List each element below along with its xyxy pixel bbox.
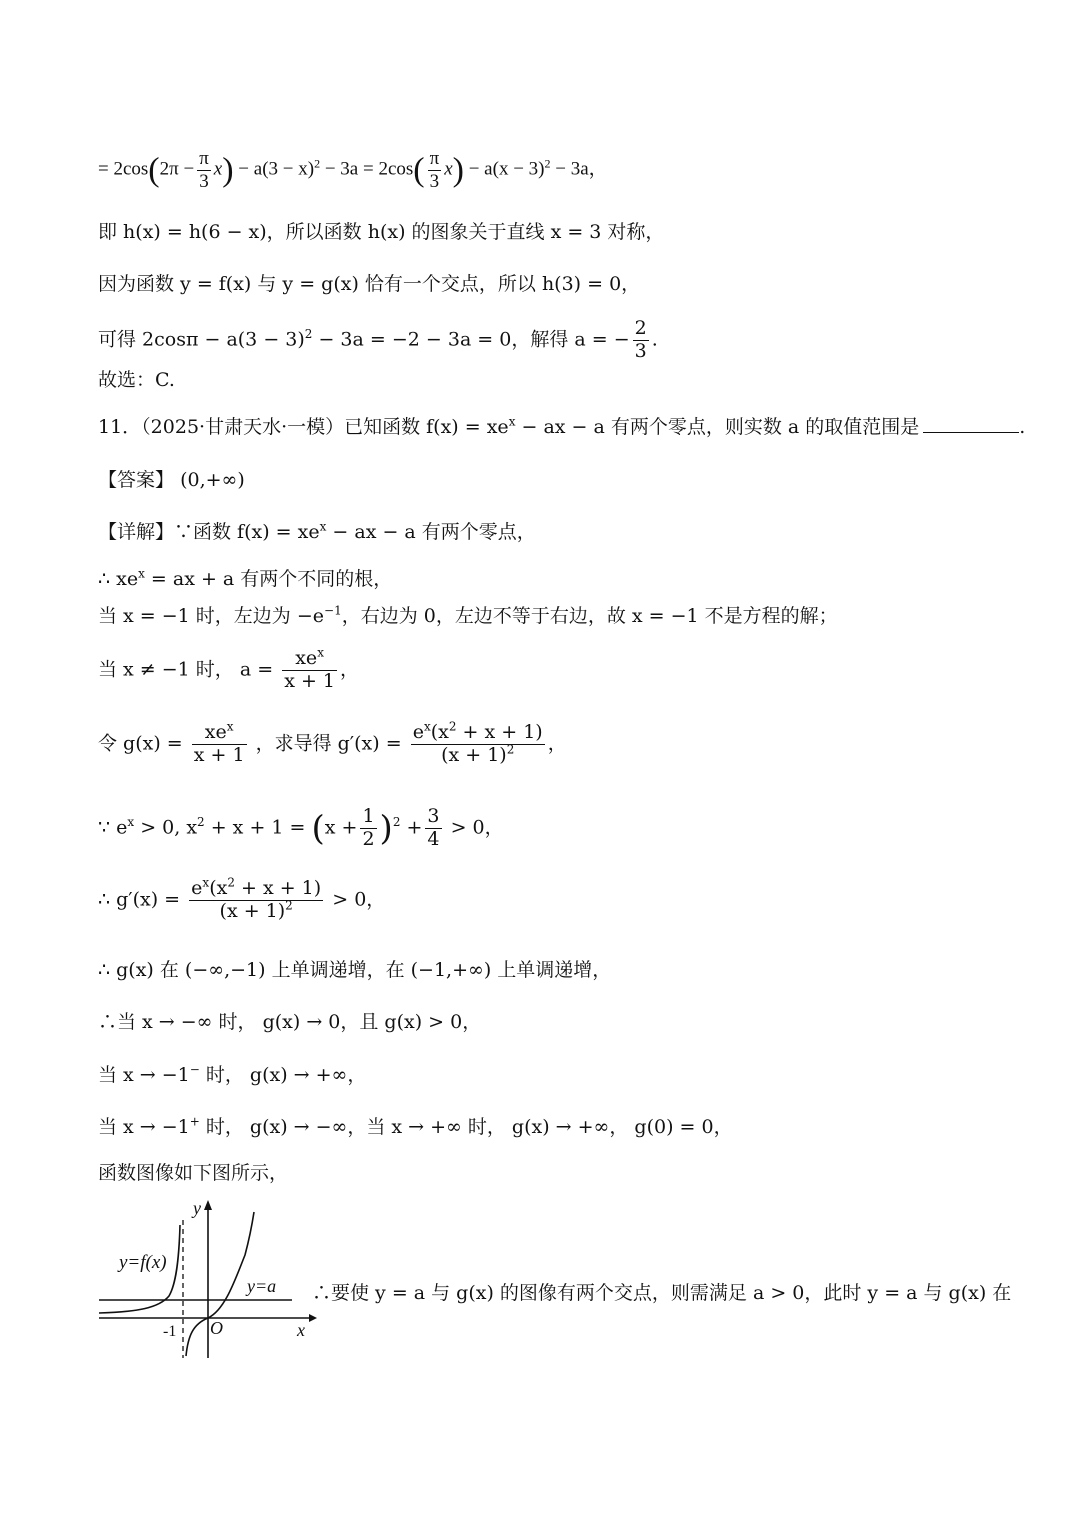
text-segment: = 2cos bbox=[98, 158, 149, 180]
fraction-denominator: (x + 1) bbox=[219, 899, 286, 922]
text-segment: − a(x − 3) bbox=[468, 158, 545, 180]
equation-line-1: = 2cos(2π − $\frac{\pi}{3}$ $x) - a(3 - x)^2 - 3a = 2\cos$( $\frac{\pi}{3}$ $x) - a(x - 3)^2 - 3a$， bbox=[98, 148, 608, 192]
text-segment: ∴ xe bbox=[98, 568, 139, 590]
fraction bbox=[197, 148, 211, 193]
exponent: − bbox=[189, 1062, 200, 1077]
exponent: 2 bbox=[392, 815, 401, 830]
answer-value: (0,+∞) bbox=[180, 469, 245, 491]
text-segment: x + bbox=[324, 816, 358, 839]
text-segment: 当 x ≠ −1 时， a = bbox=[98, 658, 274, 681]
text-segment: ，求导得 g′(x) = bbox=[255, 732, 402, 755]
step-10 bbox=[98, 1113, 980, 1142]
fraction bbox=[428, 148, 442, 193]
origin-label: O bbox=[210, 1318, 223, 1338]
text-segment: + x + 1) bbox=[234, 877, 322, 899]
text-segment: (x bbox=[209, 877, 228, 899]
text-segment: > 0， bbox=[450, 816, 504, 839]
exponent: x bbox=[138, 566, 145, 581]
fraction bbox=[633, 318, 649, 363]
text-segment: 2π − bbox=[159, 158, 195, 180]
fraction bbox=[411, 719, 545, 767]
question-text: − ax − a 有两个零点，则实数 a 的取值范围是 bbox=[521, 416, 920, 438]
y-axis-arrow bbox=[204, 1200, 212, 1210]
step-2 bbox=[98, 602, 980, 631]
fraction-numerator: 1 bbox=[362, 805, 375, 827]
fraction bbox=[425, 806, 441, 851]
exponent: x bbox=[226, 719, 234, 734]
exponent: −1 bbox=[324, 603, 342, 618]
text-segment: ∴ g′(x) = bbox=[98, 888, 181, 911]
exponent: x bbox=[319, 519, 327, 534]
exponent: x bbox=[508, 414, 516, 429]
x-axis-label: x bbox=[297, 1320, 305, 1340]
answer-line bbox=[98, 466, 980, 495]
function-graph bbox=[97, 1200, 317, 1360]
fraction-denominator: x + 1 bbox=[193, 743, 245, 766]
text-line-2: 即 h(x) = h(6 − x)，所以函数 h(x) 的图象关于直线 x = 3 对称， bbox=[98, 221, 665, 243]
step-8: ∴当 x → −∞ 时， g(x) → 0，且 g(x) > 0， bbox=[98, 1011, 482, 1033]
fraction-numerator: 2 bbox=[634, 317, 647, 339]
step-7: ∴ g(x) 在 (−∞,−1) 上单调递增，在 (−1,+∞) 上单调递增， bbox=[98, 959, 612, 981]
question-text: 11．（2025·甘肃天水·一模）已知函数 f(x) = xe bbox=[98, 416, 509, 438]
answer-blank bbox=[923, 432, 1019, 433]
text-segment: 可得 2cosπ − a(3 − 3) bbox=[98, 328, 305, 351]
text-segment: 时， g(x) → −∞，当 x → +∞ 时， g(x) → +∞， g(0) = 0， bbox=[199, 1116, 733, 1138]
exponent: 2 bbox=[304, 327, 313, 342]
exponent: 2 bbox=[314, 156, 321, 171]
y-axis-label: y bbox=[193, 1200, 201, 1218]
step-11: 函数图像如下图所示， bbox=[98, 1162, 289, 1184]
fraction-numerator: e bbox=[191, 877, 203, 899]
fraction bbox=[360, 806, 376, 851]
text-segment: + bbox=[406, 816, 423, 839]
text-segment: − 3a， bbox=[555, 158, 608, 180]
fraction bbox=[189, 875, 323, 923]
text-segment: (x bbox=[430, 721, 449, 743]
exponent: 2 bbox=[448, 719, 457, 734]
step-5: ∵ $e^x > 0$, $x^2 + x + 1 = (x$ + $\frac{1}{2}$ )$^2$ + $\frac{3}{4}$ > 0， bbox=[98, 805, 504, 850]
answer-label: 【答案】 bbox=[98, 469, 175, 491]
detail-label: 【详解】 bbox=[98, 521, 175, 543]
fraction-denominator: 3 bbox=[634, 339, 647, 362]
exponent: 2 bbox=[285, 898, 293, 913]
fraction bbox=[282, 645, 337, 693]
minus-one-label: -1 bbox=[163, 1323, 177, 1340]
exponent: 2 bbox=[227, 875, 235, 890]
fraction-denominator: 3 bbox=[199, 170, 209, 192]
exponent: 2 bbox=[506, 742, 515, 757]
fraction-numerator: xe bbox=[204, 721, 227, 743]
exponent: x bbox=[127, 815, 135, 830]
text-segment: 令 g(x) = bbox=[98, 732, 183, 755]
fraction-denominator: 3 bbox=[429, 170, 440, 192]
text-segment: ∵ e bbox=[98, 816, 128, 839]
text-segment: 当 x → −1 bbox=[98, 1116, 190, 1138]
exponent: x bbox=[317, 645, 324, 660]
x-axis-arrow bbox=[309, 1314, 317, 1322]
text-segment: + x + 1 = bbox=[204, 816, 312, 839]
exponent: x bbox=[423, 719, 431, 734]
fraction bbox=[192, 719, 247, 767]
text-segment: ，右边为 0，左边不等于右边，故 x = −1 不是方程的解； bbox=[341, 605, 838, 627]
text-segment: = ax + a 有两个不同的根， bbox=[150, 568, 393, 590]
fraction-denominator: 2 bbox=[362, 827, 375, 850]
text-line-3: 因为函数 y = f(x) 与 y = g(x) 恰有一个交点，所以 h(3) = 0， bbox=[98, 273, 641, 295]
fraction-numerator: π bbox=[199, 148, 209, 169]
step-12: ∴要使 y = a 与 g(x) 的图像有两个交点，则需满足 a > 0，此时 y = a 与 g(x) 在 bbox=[312, 1282, 1012, 1304]
text-segment: 当 x = −1 时，左边为 −e bbox=[98, 605, 325, 627]
text-segment: + x + 1) bbox=[456, 721, 543, 743]
detail-line bbox=[98, 518, 980, 547]
a-label: y=a bbox=[247, 1276, 277, 1296]
text-segment: − a(3 − x) bbox=[238, 158, 315, 180]
fraction-numerator: e bbox=[412, 721, 424, 743]
exponent: 2 bbox=[197, 815, 205, 830]
step-6 bbox=[98, 875, 980, 923]
step-1 bbox=[98, 565, 980, 594]
fraction-numerator: 3 bbox=[427, 805, 440, 827]
step-3: 当 x ≠ −1 时， a = $\frac{xe^x}{x + 1}$ ， bbox=[98, 645, 360, 692]
text-segment: 时， g(x) → +∞， bbox=[199, 1064, 367, 1086]
fraction-denominator: 4 bbox=[427, 827, 440, 850]
fraction-numerator: xe bbox=[295, 647, 318, 669]
exponent: + bbox=[189, 1114, 200, 1129]
exponent: x bbox=[202, 875, 210, 890]
step-9 bbox=[98, 1061, 980, 1090]
f-label: y=f(x) bbox=[119, 1252, 167, 1273]
question-11: 11．（2025·甘肃天水·一模）已知函数 $f(x) = xe^x$ − ax − a 有两个零点，则实数 a 的取值范围是 . bbox=[98, 414, 1026, 438]
text-segment: − 3a = −2 − 3a = 0，解得 a = − bbox=[318, 328, 630, 351]
exponent: 2 bbox=[544, 156, 551, 171]
text-line-5: 故选：C. bbox=[98, 369, 175, 391]
text-line-4: 可得 $2\cos\pi - a(3 - 3)^2 - 3a = -2 - 3a = 0$，解得 a = − $\frac{2}{3}$ . bbox=[98, 317, 658, 362]
text-segment: > 0， bbox=[332, 888, 386, 911]
text-segment: > 0, x bbox=[134, 816, 198, 839]
text-segment: ∵函数 f(x) = xe bbox=[174, 521, 320, 543]
text-segment: 当 x → −1 bbox=[98, 1064, 190, 1086]
fraction-denominator: x + 1 bbox=[284, 669, 335, 692]
fraction-denominator: (x + 1) bbox=[441, 743, 507, 766]
fraction-numerator: π bbox=[429, 148, 440, 169]
text-segment: − 3a = 2cos bbox=[324, 158, 414, 180]
step-4: 令 g(x) = $\frac{xe^x}{x + 1}$ ，求导得 g′(x) = $\frac{e^x(x^2 + x + 1)}{(x + 1)^2}$ ， bbox=[98, 719, 567, 766]
text-segment: − ax − a 有两个零点， bbox=[332, 521, 536, 543]
